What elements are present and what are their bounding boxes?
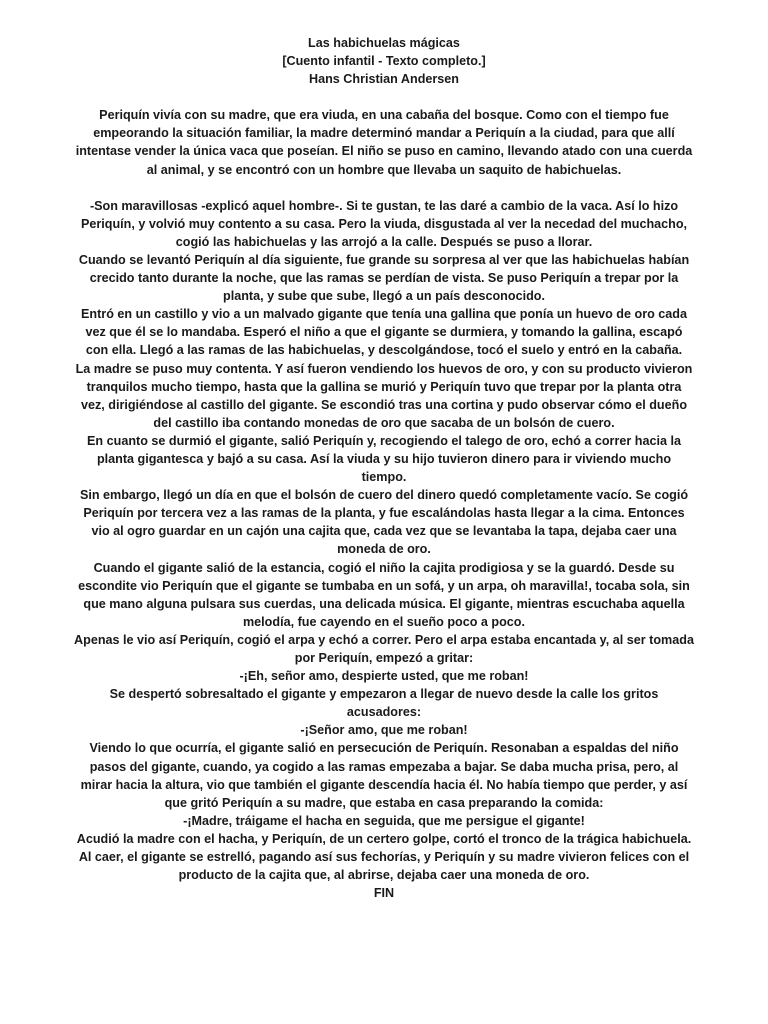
story-title: Las habichuelas mágicas	[308, 36, 460, 50]
paragraph: Se despertó sobresaltado el gigante y empezaron a llegar de nuevo desde la calle los gritos acusadores:	[109, 687, 659, 720]
paragraph: Entró en un castillo y vio a un malvado gigante que tenía una gallina que ponía un huevo de oro cada vez que él se lo mandaba. Esperó el niño a que el gigante se durmiera, y tomando la gallina, escapó con ella. Llegó a las ramas de las habichuelas, y descolgándose, tocó el suelo y entró en la cabaña.	[81, 307, 687, 358]
paragraph: -Son maravillosas -explicó aquel hombre-. Si te gustan, te las daré a cambio de la vaca. Así lo hizo Periquín, y volvió muy contento a su casa. Pero la viuda, disgustada al ver la necedad del muchacho, cogió las habichuelas y las arrojó a la calle. Después se puso a llorar.	[80, 198, 688, 249]
paragraph: Apenas le vio así Periquín, cogió el arpa y echó a correr. Pero el arpa estaba encantada y, al ser tomada por Periquín, empezó a gritar:	[74, 632, 694, 665]
paragraph: Cuando el gigante salió de la estancia, cogió el niño la cajita prodigiosa y se la guardó. Desde su escondite vio Periquín que el gigante se tumbaba en un sofá, y un arpa, oh maravilla!, tocaba sola, sin que mano alguna pulsara sus cuerdas, una delicada música. El gigante, mientras escuchaba aquella melodía, fue cayendo en el sueño poco a poco.	[78, 560, 690, 629]
paragraph: Periquín vivía con su madre, que era viuda, en una cabaña del bosque. Como con el tiempo fue empeorando la situación familiar, la madre determinó mandar a Periquín a la ciudad, para que allí intentase vender la única vaca que poseían. El niño se puso en camino, llevando atado con una cuerda al animal, y se encontró con un hombre que llevaba un saquito de habichuelas.	[75, 108, 693, 177]
paragraph: En cuanto se durmió el gigante, salió Periquín y, recogiendo el talego de oro, echó a correr hacia la planta gigantesca y bajó a su casa. Así la viuda y su hijo tuvieron dinero para ir viviendo mucho tiempo.	[87, 433, 681, 485]
paragraph: Viendo lo que ocurría, el gigante salió en persecución de Periquín. Resonaban a espaldas del niño pasos del gigante, cuando, ya cogido a las ramas empezaba a bajar. Se daba mucha prisa, pero, al mirar hacia la altura, vio que también el gigante descendía hacia él. No había tiempo que perder, y así que gritó Periquín a su madre, que estaba en casa preparando la comida:	[80, 741, 688, 810]
paragraph: Cuando se levantó Periquín al día siguiente, fue grande su sorpresa al ver que las habichuelas habían crecido tanto durante la noche, que las ramas se perdían de vista. Se puso Periquín a trepar por la planta, y sube que sube, llegó a un país desconocido.	[78, 252, 690, 304]
story-author: Hans Christian Andersen	[309, 72, 459, 87]
dialogue-line: -¡Madre, tráigame el hacha en seguida, que me persigue el gigante!	[183, 813, 585, 828]
dialogue-line: -¡Eh, señor amo, despierte usted, que me roban!	[239, 669, 529, 684]
paragraph: Acudió la madre con el hacha, y Periquín, de un certero golpe, cortó el tronco de la trágica habichuela. Al caer, el gigante se estrelló, pagando así sus fechorías, y Periquín y su madre vivieron felices con el producto de la cajita que, al abrirse, dejaba caer una moneda de oro.	[76, 831, 692, 883]
story-body	[74, 106, 694, 902]
dialogue-line: -¡Señor amo, que me roban!	[300, 723, 468, 738]
end-marker: FIN	[373, 886, 395, 901]
story-subtitle: [Cuento infantil - Texto completo.]	[282, 54, 486, 69]
document-header	[74, 34, 694, 88]
paragraph: La madre se puso muy contenta. Y así fueron vendiendo los huevos de oro, y con su producto vivieron tranquilos mucho tiempo, hasta que la gallina se murió y Periquín tuvo que trepar por la planta otra vez, dirigiéndose al castillo del gigante. Se escondió tras una cortina y pudo observar cómo el dueño del castillo iba contando monedas de oro que sacaba de un bolsón de cuero.	[75, 361, 693, 430]
paragraph: Sin embargo, llegó un día en que el bolsón de cuero del dinero quedó completamente vacío. Se cogió Periquín por tercera vez a las ramas de la planta, y fue escalándolas hasta llegar a la cima. Entonces vio al ogro guardar en un cajón una cajita que, cada vez que se levantaba la tapa, dejaba caer una moneda de oro.	[79, 488, 689, 557]
